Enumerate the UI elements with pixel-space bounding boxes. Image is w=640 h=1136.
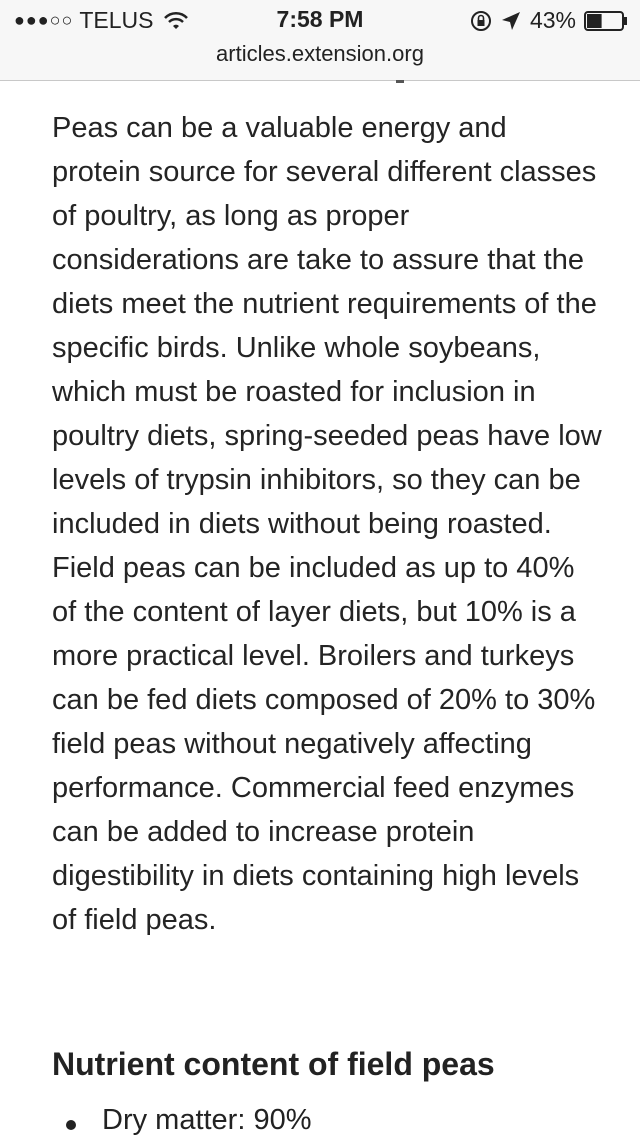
page-edge-divider bbox=[396, 80, 404, 83]
status-time: 7:58 PM bbox=[276, 6, 364, 32]
page-content[interactable] bbox=[0, 80, 640, 1136]
bullet-icon bbox=[66, 1120, 76, 1130]
location-arrow-icon bbox=[500, 10, 522, 32]
address-bar[interactable] bbox=[0, 40, 640, 81]
signal-strength-icon: ●●●○○ bbox=[14, 10, 74, 30]
section-heading: Nutrient content of field peas bbox=[52, 1046, 495, 1082]
rotation-lock-icon bbox=[470, 10, 492, 32]
battery-icon bbox=[584, 11, 628, 31]
list-item-text: Dry matter: 90% bbox=[102, 1104, 312, 1136]
list-item bbox=[52, 1104, 312, 1136]
carrier-name: TELUS bbox=[79, 7, 154, 33]
nutrient-list bbox=[52, 1104, 312, 1136]
url-domain[interactable]: articles.extension.org bbox=[216, 41, 424, 66]
status-bar bbox=[0, 0, 640, 40]
status-right bbox=[470, 7, 628, 34]
battery-percent: 43% bbox=[529, 7, 576, 33]
article-paragraph: Peas can be a valuable energy and protein source for several different classes of poultry, as long as proper considerations are take to assure that the diets meet the nutrient requirements of the specific birds. Unlike whole soybeans, which must be roasted for inclusion in poultry diets, spring-seeded peas have low levels of trypsin inhibitors, so they can be included in diets without being roasted. Field peas can be included as up to 40% of the content of layer diets, but 10% is a more practical level. Broilers and turkeys can be fed diets composed of 20% to 30% field peas without negatively affecting performance. Commercial feed enzymes can be added to increase protein digestibility in diets containing high levels of field peas. bbox=[52, 112, 602, 936]
